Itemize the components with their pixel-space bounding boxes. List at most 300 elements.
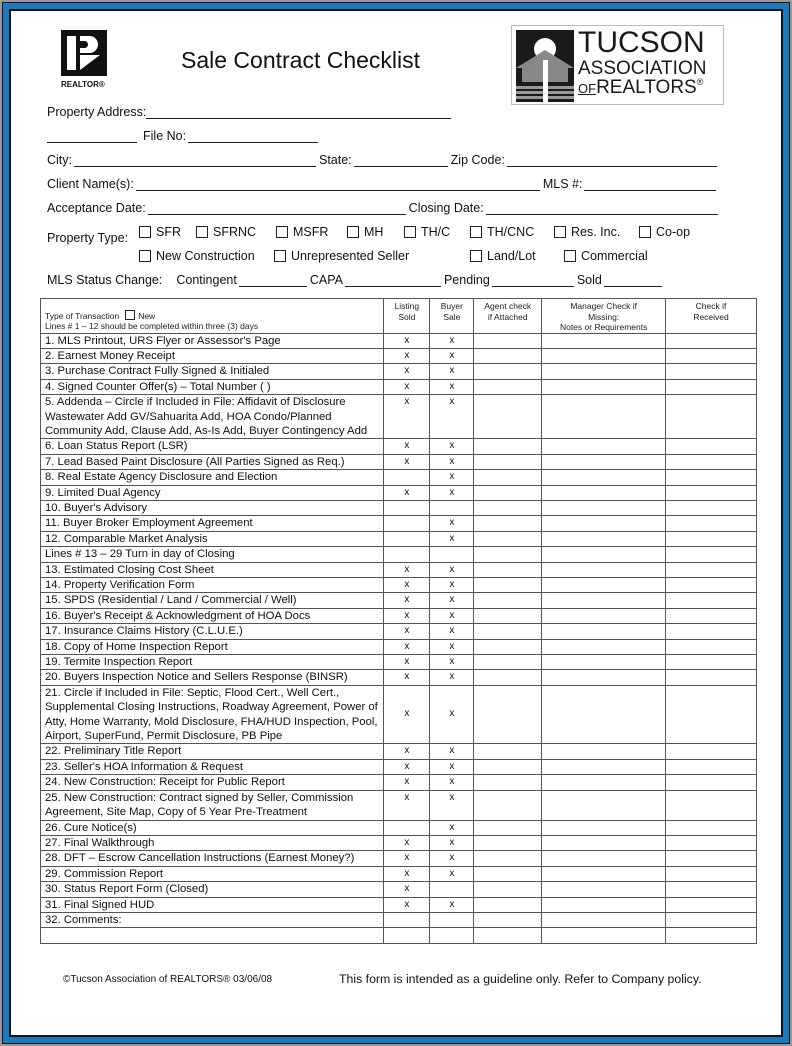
manager-check-cell[interactable] xyxy=(542,454,666,469)
manager-check-cell[interactable] xyxy=(542,744,666,759)
checklist-item-text: 19. Termite Inspection Report xyxy=(41,655,384,670)
checklist-item-text: 14. Property Verification Form xyxy=(41,578,384,593)
property-type-res-inc[interactable] xyxy=(554,225,620,239)
agent-check-cell[interactable] xyxy=(474,562,542,577)
checklist-item-text: 23. Seller's HOA Information & Request xyxy=(41,759,384,774)
checklist-item-text: 4. Signed Counter Offer(s) – Total Number ( ) xyxy=(41,379,384,394)
agent-check-cell[interactable] xyxy=(474,395,542,439)
listing-sold-mark: x xyxy=(384,851,430,866)
check-received-cell[interactable] xyxy=(666,790,757,820)
manager-check-cell[interactable] xyxy=(542,775,666,790)
property-type-commercial[interactable] xyxy=(564,249,648,263)
checklist-item-text: 9. Limited Dual Agency xyxy=(41,485,384,500)
table-row xyxy=(41,578,757,593)
header-check-received: Check if Received xyxy=(666,299,757,334)
checklist-item-text: 25. New Construction: Contract signed by Seller, Commission Agreement, Site Map, Copy of 5 Year Pre-Treatment xyxy=(41,790,384,820)
contingent-field[interactable] xyxy=(239,274,307,287)
agent-check-cell[interactable] xyxy=(474,897,542,912)
agent-check-cell[interactable] xyxy=(474,624,542,639)
property-type-thcnc[interactable] xyxy=(470,225,534,239)
manager-check-cell[interactable] xyxy=(542,897,666,912)
check-received-cell[interactable] xyxy=(666,897,757,912)
manager-check-cell[interactable] xyxy=(542,851,666,866)
option-label: MSFR xyxy=(293,225,329,239)
page-title: Sale Contract Checklist xyxy=(181,47,421,73)
manager-check-cell[interactable] xyxy=(542,593,666,608)
listing-sold-mark: x xyxy=(384,454,430,469)
acceptance-date-label: Acceptance Date: xyxy=(47,201,146,215)
agent-check-cell[interactable] xyxy=(474,775,542,790)
check-received-cell[interactable] xyxy=(666,348,757,363)
manager-check-cell[interactable] xyxy=(542,835,666,850)
checklist-item-text: 10. Buyer's Advisory xyxy=(41,500,384,515)
disclaimer-text: This form is intended as a guideline only. Refer to Company policy. xyxy=(339,972,702,986)
mls-status-row xyxy=(47,273,665,287)
city-state-zip-row xyxy=(47,153,720,167)
listing-sold-mark xyxy=(384,912,430,927)
checkbox-icon[interactable] xyxy=(274,250,286,262)
buyer-sale-mark: x xyxy=(430,820,474,835)
listing-sold-mark: x xyxy=(384,348,430,363)
listing-sold-mark: x xyxy=(384,395,430,439)
listing-sold-mark xyxy=(384,928,430,943)
agent-check-cell[interactable] xyxy=(474,454,542,469)
agent-check-cell[interactable] xyxy=(474,655,542,670)
check-received-cell[interactable] xyxy=(666,639,757,654)
table-row xyxy=(41,531,757,546)
checklist-item-text: 6. Loan Status Report (LSR) xyxy=(41,439,384,454)
checkbox-icon[interactable] xyxy=(347,226,359,238)
property-type-mh[interactable] xyxy=(347,225,383,239)
table-row xyxy=(41,775,757,790)
manager-check-cell[interactable] xyxy=(542,820,666,835)
option-label: Commercial xyxy=(581,249,648,263)
capa-field[interactable] xyxy=(345,274,441,287)
buyer-sale-mark xyxy=(430,928,474,943)
listing-sold-mark: x xyxy=(384,562,430,577)
buyer-sale-mark: x xyxy=(430,790,474,820)
property-type-sfrnc[interactable] xyxy=(196,225,256,239)
agent-check-cell[interactable] xyxy=(474,364,542,379)
check-received-cell[interactable] xyxy=(666,500,757,515)
check-received-cell[interactable] xyxy=(666,333,757,348)
check-received-cell[interactable] xyxy=(666,364,757,379)
checklist-item-text: 12. Comparable Market Analysis xyxy=(41,531,384,546)
listing-sold-mark: x xyxy=(384,685,430,744)
listing-sold-mark: x xyxy=(384,578,430,593)
table-row xyxy=(41,835,757,850)
agent-check-cell[interactable] xyxy=(474,912,542,927)
buyer-sale-mark: x xyxy=(430,531,474,546)
mls-status-label: MLS Status Change: xyxy=(47,273,163,287)
listing-sold-mark: x xyxy=(384,670,430,685)
listing-sold-mark: x xyxy=(384,897,430,912)
checklist-item-text: 16. Buyer's Receipt & Acknowledgment of HOA Docs xyxy=(41,608,384,623)
checklist-item-text: 22. Preliminary Title Report xyxy=(41,744,384,759)
manager-check-cell[interactable] xyxy=(542,759,666,774)
listing-sold-mark xyxy=(384,820,430,835)
city-label: City: xyxy=(47,153,72,167)
checklist-item-text: 28. DFT – Escrow Cancellation Instructions (Earnest Money?) xyxy=(41,851,384,866)
checkbox-icon[interactable] xyxy=(139,250,151,262)
listing-sold-mark xyxy=(384,500,430,515)
buyer-sale-mark: x xyxy=(430,364,474,379)
manager-check-cell[interactable] xyxy=(542,379,666,394)
agent-check-cell[interactable] xyxy=(474,333,542,348)
sold-label: Sold xyxy=(576,273,602,287)
logo-line-realtors: OFREALTORS® xyxy=(578,77,704,98)
buyer-sale-mark: x xyxy=(430,759,474,774)
checkbox-icon[interactable] xyxy=(554,226,566,238)
buyer-sale-mark: x xyxy=(430,348,474,363)
checklist-item-text: 5. Addenda – Circle if Included in File: Affidavit of Disclosure Wastewater Add GV/Sahuarita Add, HOA Condo/Planned Community Add, Clause Add, As-Is Add, Buyer Contingency Add xyxy=(41,395,384,439)
table-row xyxy=(41,516,757,531)
acceptance-date-field[interactable] xyxy=(148,202,406,215)
buyer-sale-mark: x xyxy=(430,485,474,500)
state-label: State: xyxy=(319,153,352,167)
property-type-co-op[interactable] xyxy=(639,225,690,239)
checklist-item-text: 18. Copy of Home Inspection Report xyxy=(41,639,384,654)
checkbox-icon[interactable] xyxy=(404,226,416,238)
table-row xyxy=(41,851,757,866)
agent-check-cell[interactable] xyxy=(474,500,542,515)
manager-check-cell[interactable] xyxy=(542,531,666,546)
table-row xyxy=(41,593,757,608)
agent-check-cell[interactable] xyxy=(474,685,542,744)
listing-sold-mark: x xyxy=(384,593,430,608)
agent-check-cell[interactable] xyxy=(474,744,542,759)
check-received-cell[interactable] xyxy=(666,516,757,531)
checklist-item-text: 3. Purchase Contract Fully Signed & Initialed xyxy=(41,364,384,379)
pending-label: Pending xyxy=(443,273,490,287)
table-row xyxy=(41,866,757,881)
buyer-sale-mark: x xyxy=(430,639,474,654)
checklist-item-text: 17. Insurance Claims History (C.L.U.E.) xyxy=(41,624,384,639)
listing-sold-mark xyxy=(384,531,430,546)
check-received-cell[interactable] xyxy=(666,759,757,774)
new-transaction-checkbox[interactable] xyxy=(125,310,135,320)
check-received-cell[interactable] xyxy=(666,578,757,593)
agent-check-cell[interactable] xyxy=(474,820,542,835)
buyer-sale-mark: x xyxy=(430,470,474,485)
table-row xyxy=(41,500,757,515)
table-row xyxy=(41,897,757,912)
manager-check-cell[interactable] xyxy=(542,439,666,454)
table-row xyxy=(41,439,757,454)
pending-field[interactable] xyxy=(492,274,574,287)
check-received-cell[interactable] xyxy=(666,439,757,454)
table-row xyxy=(41,882,757,897)
check-received-cell[interactable] xyxy=(666,485,757,500)
listing-sold-mark xyxy=(384,547,430,562)
listing-sold-mark: x xyxy=(384,639,430,654)
realtor-r-icon xyxy=(61,30,107,76)
table-row xyxy=(41,744,757,759)
table-row xyxy=(41,655,757,670)
table-row xyxy=(41,348,757,363)
checklist-item-text: 32. Comments: xyxy=(41,912,384,927)
check-received-cell[interactable] xyxy=(666,685,757,744)
listing-sold-mark: x xyxy=(384,439,430,454)
check-received-cell[interactable] xyxy=(666,670,757,685)
realtor-logo-label: REALTOR® xyxy=(61,80,105,89)
check-received-cell[interactable] xyxy=(666,562,757,577)
option-label: Unrepresented Seller xyxy=(291,249,410,263)
manager-check-cell[interactable] xyxy=(542,500,666,515)
manager-check-cell[interactable] xyxy=(542,882,666,897)
checklist-item-text: 15. SPDS (Residential / Land / Commercial / Well) xyxy=(41,593,384,608)
buyer-sale-mark: x xyxy=(430,835,474,850)
manager-check-cell[interactable] xyxy=(542,928,666,943)
checkbox-icon[interactable] xyxy=(470,226,482,238)
table-row xyxy=(41,454,757,469)
header-manager-check: Manager Check if Missing: Notes or Requirements xyxy=(542,299,666,334)
checklist-item-text: 2. Earnest Money Receipt xyxy=(41,348,384,363)
agent-check-cell[interactable] xyxy=(474,639,542,654)
checkbox-icon[interactable] xyxy=(139,226,151,238)
agent-check-cell[interactable] xyxy=(474,608,542,623)
checklist-item-text: 26. Cure Notice(s) xyxy=(41,820,384,835)
check-received-cell[interactable] xyxy=(666,454,757,469)
manager-check-cell[interactable] xyxy=(542,912,666,927)
file-no-row xyxy=(47,129,321,143)
table-row xyxy=(41,685,757,744)
check-received-cell[interactable] xyxy=(666,470,757,485)
check-received-cell[interactable] xyxy=(666,775,757,790)
agent-check-cell[interactable] xyxy=(474,866,542,881)
agent-check-cell[interactable] xyxy=(474,470,542,485)
client-names-field[interactable] xyxy=(136,178,540,191)
check-received-cell[interactable] xyxy=(666,547,757,562)
check-received-cell[interactable] xyxy=(666,593,757,608)
check-received-cell[interactable] xyxy=(666,835,757,850)
agent-check-cell[interactable] xyxy=(474,790,542,820)
buyer-sale-mark: x xyxy=(430,775,474,790)
check-received-cell[interactable] xyxy=(666,531,757,546)
agent-check-cell[interactable] xyxy=(474,851,542,866)
manager-check-cell[interactable] xyxy=(542,395,666,439)
manager-check-cell[interactable] xyxy=(542,670,666,685)
manager-check-cell[interactable] xyxy=(542,333,666,348)
checkbox-icon[interactable] xyxy=(639,226,651,238)
manager-check-cell[interactable] xyxy=(542,470,666,485)
checklist-item-text: 30. Status Report Form (Closed) xyxy=(41,882,384,897)
listing-sold-mark: x xyxy=(384,485,430,500)
property-address-field[interactable] xyxy=(146,106,451,119)
checklist-item-text: 8. Real Estate Agency Disclosure and Election xyxy=(41,470,384,485)
city-field[interactable] xyxy=(74,154,316,167)
property-type-land-lot[interactable] xyxy=(470,249,536,263)
buyer-sale-mark: x xyxy=(430,851,474,866)
check-received-cell[interactable] xyxy=(666,928,757,943)
mls-number-field[interactable] xyxy=(584,178,716,191)
listing-sold-mark: x xyxy=(384,835,430,850)
file-no-label: File No: xyxy=(143,129,187,143)
listing-sold-mark: x xyxy=(384,790,430,820)
checklist-item-text: 24. New Construction: Receipt for Public Report xyxy=(41,775,384,790)
table-row xyxy=(41,624,757,639)
manager-check-cell[interactable] xyxy=(542,639,666,654)
check-received-cell[interactable] xyxy=(666,866,757,881)
check-received-cell[interactable] xyxy=(666,851,757,866)
manager-check-cell[interactable] xyxy=(542,364,666,379)
checklist-item-text: 29. Commission Report xyxy=(41,866,384,881)
manager-check-cell[interactable] xyxy=(542,655,666,670)
table-row xyxy=(41,759,757,774)
option-label: TH/C xyxy=(421,225,451,239)
check-received-cell[interactable] xyxy=(666,379,757,394)
listing-sold-mark: x xyxy=(384,866,430,881)
copyright-text: ©Tucson Association of REALTORS® 03/06/08 xyxy=(63,974,273,985)
property-type-sfr[interactable] xyxy=(139,225,181,239)
checkbox-icon[interactable] xyxy=(470,250,482,262)
table-row xyxy=(41,639,757,654)
buyer-sale-mark: x xyxy=(430,454,474,469)
property-type-new-construction[interactable] xyxy=(139,249,255,263)
option-label: SFRNC xyxy=(213,225,257,239)
manager-check-cell[interactable] xyxy=(542,547,666,562)
check-received-cell[interactable] xyxy=(666,395,757,439)
table-row xyxy=(41,670,757,685)
check-received-cell[interactable] xyxy=(666,655,757,670)
table-row xyxy=(41,379,757,394)
realtor-logo xyxy=(61,30,113,89)
buyer-sale-mark: x xyxy=(430,516,474,531)
agent-check-cell[interactable] xyxy=(474,547,542,562)
sold-field[interactable] xyxy=(604,274,662,287)
buyer-sale-mark: x xyxy=(430,624,474,639)
table-row xyxy=(41,395,757,439)
house-cactus-emblem-icon xyxy=(516,30,574,102)
checkbox-icon[interactable] xyxy=(196,226,208,238)
checklist-item-text: 7. Lead Based Paint Disclosure (All Parties Signed as Req.) xyxy=(41,454,384,469)
listing-sold-mark: x xyxy=(384,333,430,348)
buyer-sale-mark: x xyxy=(430,655,474,670)
listing-sold-mark: x xyxy=(384,364,430,379)
check-received-cell[interactable] xyxy=(666,608,757,623)
client-names-label: Client Name(s): xyxy=(47,177,134,191)
agent-check-cell[interactable] xyxy=(474,835,542,850)
property-type-label: Property Type: xyxy=(47,231,129,245)
buyer-sale-mark: x xyxy=(430,897,474,912)
listing-sold-mark: x xyxy=(384,759,430,774)
checklist-item-text: 1. MLS Printout, URS Flyer or Assessor's Page xyxy=(41,333,384,348)
buyer-sale-mark: x xyxy=(430,379,474,394)
zip-code-field[interactable] xyxy=(507,154,717,167)
check-received-cell[interactable] xyxy=(666,744,757,759)
closing-date-field[interactable] xyxy=(486,202,718,215)
property-type-unrepresented-seller[interactable] xyxy=(274,249,409,263)
logo-line-association: ASSOCIATION xyxy=(578,58,707,79)
option-label: Land/Lot xyxy=(487,249,536,263)
check-received-cell[interactable] xyxy=(666,624,757,639)
table-row xyxy=(41,470,757,485)
checklist-item-text: Lines # 13 – 29 Turn in day of Closing xyxy=(41,547,384,562)
buyer-sale-mark: x xyxy=(430,608,474,623)
table-row xyxy=(41,608,757,623)
buyer-sale-mark: x xyxy=(430,562,474,577)
agent-check-cell[interactable] xyxy=(474,379,542,394)
property-type-msfr[interactable] xyxy=(276,225,328,239)
mls-number-label: MLS #: xyxy=(542,177,583,191)
checkbox-icon[interactable] xyxy=(564,250,576,262)
manager-check-cell[interactable] xyxy=(542,485,666,500)
manager-check-cell[interactable] xyxy=(542,348,666,363)
agent-check-cell[interactable] xyxy=(474,759,542,774)
agent-check-cell[interactable] xyxy=(474,593,542,608)
form-page xyxy=(11,11,781,1035)
listing-sold-mark: x xyxy=(384,608,430,623)
checklist-item-text: 20. Buyers Inspection Notice and Sellers Response (BINSR) xyxy=(41,670,384,685)
state-field[interactable] xyxy=(354,154,448,167)
buyer-sale-mark: x xyxy=(430,395,474,439)
dates-row xyxy=(47,201,721,215)
property-type-thc[interactable] xyxy=(404,225,450,239)
agent-check-cell[interactable] xyxy=(474,928,542,943)
option-label: Res. Inc. xyxy=(571,225,621,239)
manager-check-cell[interactable] xyxy=(542,516,666,531)
client-mls-row xyxy=(47,177,719,191)
agent-check-cell[interactable] xyxy=(474,348,542,363)
table-row xyxy=(41,820,757,835)
closing-date-label: Closing Date: xyxy=(408,201,484,215)
file-no-field[interactable] xyxy=(188,130,318,143)
logo-line-tucson: TUCSON xyxy=(578,26,705,59)
manager-check-cell[interactable] xyxy=(542,685,666,744)
check-received-cell[interactable] xyxy=(666,912,757,927)
property-address-label: Property Address: xyxy=(47,105,147,119)
table-row xyxy=(41,364,757,379)
check-received-cell[interactable] xyxy=(666,820,757,835)
checklist-item-text: 21. Circle if Included in File: Septic, Flood Cert., Well Cert., Supplemental Closing Instructions, Roadway Agreement, Power of Atty, Home Warranty, Mold Disclosure, FHA/HUD Inspection, Pool, Airport, SuperFund, Permit Disclosure, PB Pipe xyxy=(41,685,384,744)
agent-check-cell[interactable] xyxy=(474,485,542,500)
table-row xyxy=(41,547,757,562)
manager-check-cell[interactable] xyxy=(542,866,666,881)
table-row xyxy=(41,928,757,943)
manager-check-cell[interactable] xyxy=(542,624,666,639)
listing-sold-mark: x xyxy=(384,744,430,759)
manager-check-cell[interactable] xyxy=(542,562,666,577)
agent-check-cell[interactable] xyxy=(474,578,542,593)
property-type-options xyxy=(11,225,781,269)
agent-check-cell[interactable] xyxy=(474,531,542,546)
capa-label: CAPA xyxy=(309,273,343,287)
check-received-cell[interactable] xyxy=(666,882,757,897)
zip-code-label: Zip Code: xyxy=(450,153,505,167)
file-prefix-field[interactable] xyxy=(47,130,137,143)
buyer-sale-mark: x xyxy=(430,578,474,593)
checkbox-icon[interactable] xyxy=(276,226,288,238)
option-label: MH xyxy=(364,225,384,239)
manager-check-cell[interactable] xyxy=(542,790,666,820)
agent-check-cell[interactable] xyxy=(474,882,542,897)
header-agent-check: Agent check if Attached xyxy=(474,299,542,334)
manager-check-cell[interactable] xyxy=(542,608,666,623)
buyer-sale-mark: x xyxy=(430,593,474,608)
manager-check-cell[interactable] xyxy=(542,578,666,593)
agent-check-cell[interactable] xyxy=(474,439,542,454)
checklist-item-text: 11. Buyer Broker Employment Agreement xyxy=(41,516,384,531)
agent-check-cell[interactable] xyxy=(474,516,542,531)
buyer-sale-mark xyxy=(430,500,474,515)
buyer-sale-mark: x xyxy=(430,744,474,759)
listing-sold-mark: x xyxy=(384,882,430,897)
property-address-row xyxy=(47,105,454,119)
agent-check-cell[interactable] xyxy=(474,670,542,685)
listing-sold-mark: x xyxy=(384,655,430,670)
option-label: SFR xyxy=(156,225,181,239)
table-row xyxy=(41,333,757,348)
